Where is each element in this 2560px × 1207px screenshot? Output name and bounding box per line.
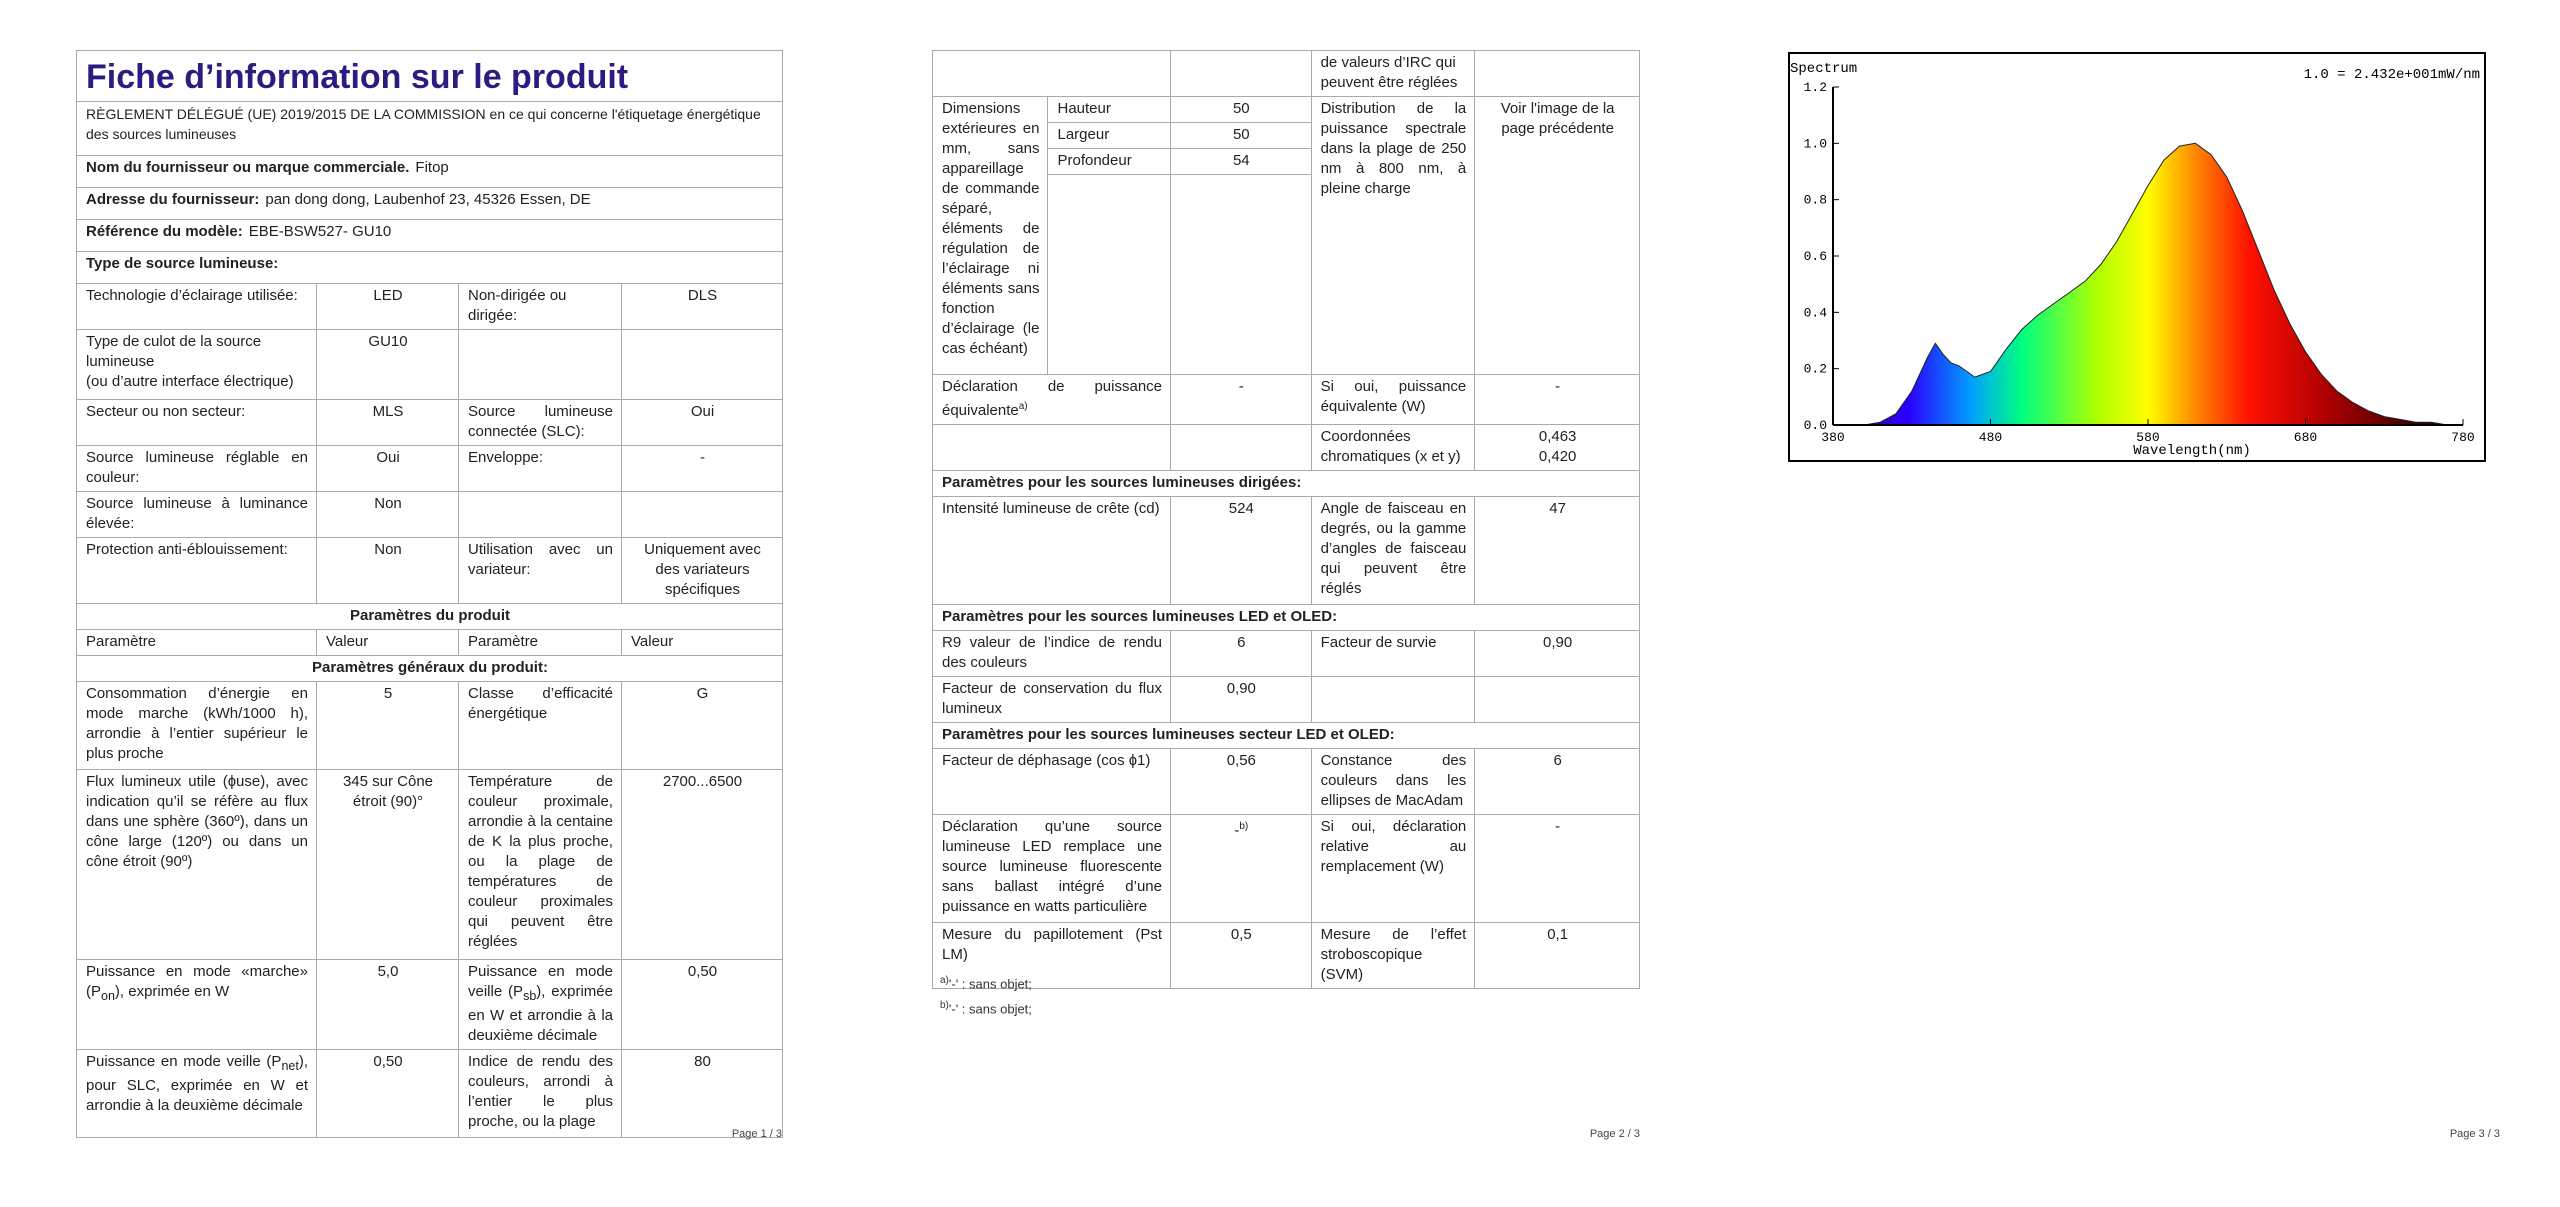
pf-label: Facteur de déphasage (cos ɸ1): [933, 749, 1171, 815]
footnotes: [940, 970, 1032, 1021]
replace-decl-label: Si oui, déclaration relative au remplacement (W): [1311, 815, 1475, 923]
led-header: Paramètres pour les sources lumineuses LED et OLED:: [933, 605, 1640, 631]
text: Puissance en mode veille (P: [468, 963, 613, 1000]
cell-empty: [1311, 677, 1475, 723]
cell-value: 2700...6500: [622, 770, 783, 960]
supplier-value: Fitop: [415, 159, 449, 176]
maint-label: Facteur de conservation du flux lumineux: [933, 677, 1171, 723]
col-header-value: Valeur: [622, 630, 783, 656]
chart-annotation: 1.0 = 2.432e+001mW/nm: [2303, 67, 2480, 83]
cell-label: Consommation d’énergie en mode marche (kWh/1000 h), arrondie à l’entier supérieur le plus proche: [77, 682, 317, 770]
cell-label: [77, 330, 317, 400]
cell-label: [77, 960, 317, 1050]
flicker-value: 0,5: [1171, 923, 1312, 989]
cell-value: Uniquement avec des variateurs spécifiques: [622, 538, 783, 604]
address-row: [77, 188, 783, 220]
cell-label: Source lumineuse connectée (SLC):: [459, 400, 622, 446]
cell-value: 0,50: [317, 1050, 459, 1138]
y-tick-label: 0.4: [1803, 305, 1827, 321]
cell-label: Technologie d’éclairage utilisée:: [77, 284, 317, 330]
cell-value: -: [622, 446, 783, 492]
cell-label: Classe d’efficacité énergétique: [459, 682, 622, 770]
survival-label: Facteur de survie: [1311, 631, 1475, 677]
cell-empty: [622, 330, 783, 400]
cell-value: Oui: [622, 400, 783, 446]
page-number: Page 3 / 3: [2449, 1128, 2500, 1140]
spectral-label: Distribution de la puissance spectrale dans la plage de 250 nm à 800 nm, à pleine charge: [1311, 97, 1475, 375]
footnote-text: '-' : sans objet;: [948, 1001, 1032, 1017]
document-title: Fiche d’information sur le produit: [77, 51, 783, 102]
cell-label: Température de couleur proximale, arrondie à la centaine de K la plus proche, ou la plage de températures de couleur proximales qui peuvent être réglées: [459, 770, 622, 960]
supplier-label: Nom du fournisseur ou marque commerciale.: [86, 159, 410, 176]
y-tick-label: 0.6: [1803, 249, 1827, 264]
width-label: Largeur: [1048, 123, 1171, 149]
footnote-a: [940, 970, 1032, 995]
cell-label: Source lumineuse réglable en couleur:: [77, 446, 317, 492]
cell-label: Enveloppe:: [459, 446, 622, 492]
y-tick-label: 0.8: [1803, 192, 1827, 208]
subscript: net: [281, 1059, 299, 1073]
cell-value: 0,50: [622, 960, 783, 1050]
cell-label: [933, 375, 1171, 425]
spectrum-chart: [1788, 52, 2488, 464]
spectral-value: Voir l'image de la page précédente: [1475, 97, 1640, 375]
cell-value: Non: [317, 492, 459, 538]
chart-title: Spectrum: [1790, 61, 1858, 77]
address-value: pan dong dong, Laubenhof 23, 45326 Essen, DE: [265, 191, 591, 208]
text: Puissance en mode veille (P: [86, 1053, 282, 1070]
equiv-label: Déclaration de puissance équivalente: [942, 378, 1162, 419]
product-info-table-continued: [932, 50, 1640, 992]
model-value: EBE-BSW527- GU10: [248, 223, 392, 240]
r9-label: R9 valeur de l’indice de rendu des couleurs: [933, 631, 1171, 677]
cell-label: Indice de rendu des couleurs, arrondi à l’entier le plus proche, ou la plage: [459, 1050, 622, 1138]
text: -: [1234, 822, 1240, 839]
y-tick-label: 0.2: [1803, 361, 1827, 377]
replace-value: [1171, 815, 1312, 923]
chroma-label: Coordonnées chromatiques (x et y): [1311, 425, 1475, 471]
directed-header: Paramètres pour les sources lumineuses dirigées:: [933, 471, 1640, 497]
text: ), exprimée en W et arrondie à la deuxième décimale: [468, 983, 613, 1044]
general-params-header: Paramètres généraux du produit:: [77, 656, 783, 682]
page-3: [1788, 0, 2500, 1207]
cell-label: Source lumineuse à luminance élevée:: [77, 492, 317, 538]
regulation-text: RÈGLEMENT DÉLÉGUÉ (UE) 2019/2015 DE LA COMMISSION en ce qui concerne l'étiquetage énergétique des sources lumineuses: [77, 102, 783, 156]
model-row: [77, 220, 783, 252]
model-label: Référence du modèle:: [86, 223, 243, 240]
footnote-mark: a): [1018, 401, 1028, 412]
y-tick-label: 1.0: [1803, 136, 1827, 152]
cell-value: Oui: [317, 446, 459, 492]
pf-value: 0,56: [1171, 749, 1312, 815]
macadam-label: Constance des couleurs dans les ellipses de MacAdam: [1311, 749, 1475, 815]
cell-value: GU10: [317, 330, 459, 400]
x-tick-label: 580: [2136, 430, 2160, 445]
maint-value: 0,90: [1171, 677, 1312, 723]
cell-empty: [933, 51, 1171, 97]
y-tick-label: 1.2: [1803, 80, 1827, 95]
cell-empty: [933, 425, 1171, 471]
peak-label: Intensité lumineuse de crête (cd): [933, 497, 1171, 605]
depth-value: 54: [1171, 149, 1312, 175]
footnote-mark: b): [1239, 821, 1249, 832]
strobo-label: Mesure de l’effet stroboscopique (SVM): [1311, 923, 1475, 989]
subscript: sb: [523, 989, 537, 1003]
cell-label: Non-dirigée ou dirigée:: [459, 284, 622, 330]
x-tick-label: 480: [1978, 430, 2003, 445]
cap-type-label: Type de culot de la source lumineuse: [86, 333, 262, 370]
col-header-value: Valeur: [317, 630, 459, 656]
footnote-mark: a): [940, 975, 949, 986]
cell-empty: [1048, 175, 1171, 375]
cell-label: [77, 1050, 317, 1138]
cell-empty: [1475, 51, 1640, 97]
cell-empty: [1171, 425, 1312, 471]
cell-label: Secteur ou non secteur:: [77, 400, 317, 446]
flicker-label: Mesure du papillotement (Pst LM): [933, 923, 1171, 989]
height-label: Hauteur: [1048, 97, 1171, 123]
cell-value: LED: [317, 284, 459, 330]
cell-value: 80: [622, 1050, 783, 1138]
footnote-b: [940, 995, 1032, 1020]
x-tick-label: 380: [1821, 430, 1845, 445]
page-2: [932, 0, 1640, 1207]
x-tick-label: 780: [2451, 430, 2475, 445]
cell-value: 345 sur Cône étroit (90)°: [317, 770, 459, 960]
cell-empty: [1171, 175, 1312, 375]
cap-type-sublabel: (ou d’autre interface électrique): [86, 373, 294, 390]
strobo-value: 0,1: [1475, 923, 1640, 989]
beam-value: 47: [1475, 497, 1640, 605]
text: ), exprimée en W: [114, 983, 230, 1000]
cell-label: de valeurs d’IRC qui peuvent être réglées: [1311, 51, 1475, 97]
cell-empty: [459, 330, 622, 400]
address-label: Adresse du fournisseur:: [86, 191, 260, 208]
cell-empty: [1171, 51, 1312, 97]
replace-label: Déclaration qu’une source lumineuse LED remplace une source lumineuse fluorescente sans ballast intégré d’une puissance en watts particulière: [933, 815, 1171, 923]
y-tick-label: 0.0: [1803, 418, 1827, 433]
subscript: on: [101, 989, 115, 1003]
text: ), pour SLC, exprimée en W et arrondie à la deuxième décimale: [86, 1053, 308, 1114]
cell-label: Protection anti-éblouissement:: [77, 538, 317, 604]
cell-value: 5: [317, 682, 459, 770]
cell-empty: [622, 492, 783, 538]
cell-value: DLS: [622, 284, 783, 330]
col-header-param: Paramètre: [77, 630, 317, 656]
cell-value: MLS: [317, 400, 459, 446]
dimensions-label: Dimensions extérieures en mm, sans appareillage de commande séparé, éléments de régulation de l’éclairage ni éléments sans fonction d’éclairage (le cas échéant): [933, 97, 1048, 375]
cell-empty: [459, 492, 622, 538]
page-number: Page 1 / 3: [731, 1128, 782, 1140]
params-header: Paramètres du produit: [77, 604, 783, 630]
page-1: [76, 0, 782, 1207]
cell-value: G: [622, 682, 783, 770]
cell-value: Non: [317, 538, 459, 604]
r9-value: 6: [1171, 631, 1312, 677]
x-axis-label: Wavelength(nm): [2133, 443, 2251, 459]
cell-value: 5,0: [317, 960, 459, 1050]
chroma-y: 0,420: [1538, 448, 1577, 465]
mains-header: Paramètres pour les sources lumineuses secteur LED et OLED:: [933, 723, 1640, 749]
cell-empty: [1475, 677, 1640, 723]
footnote-mark: b): [940, 1000, 949, 1012]
width-value: 50: [1171, 123, 1312, 149]
x-tick-label: 680: [2293, 430, 2318, 445]
cell-label: [459, 960, 622, 1050]
source-type-header: Type de source lumineuse:: [77, 252, 783, 284]
survival-value: 0,90: [1475, 631, 1640, 677]
cell-label: Flux lumineux utile (ɸuse), avec indication qu’il se réfère au flux dans une sphère (360º), dans un cône large (120º) ou dans un cône étroit (90º): [77, 770, 317, 960]
height-value: 50: [1171, 97, 1312, 123]
col-header-param: Paramètre: [459, 630, 622, 656]
equiv-power-label: Si oui, puissance équivalente (W): [1311, 375, 1475, 425]
cell-label: Utilisation avec un variateur:: [459, 538, 622, 604]
footnote-text: '-' : sans objet;: [948, 976, 1032, 992]
page-number: Page 2 / 3: [1589, 1128, 1640, 1140]
macadam-value: 6: [1475, 749, 1640, 815]
replace-decl-value: -: [1475, 815, 1640, 923]
peak-value: 524: [1171, 497, 1312, 605]
text: Puissance en mode «marche» (P: [86, 963, 308, 1000]
equiv-value: -: [1171, 375, 1312, 425]
beam-label: Angle de faisceau en degrés, ou la gamme d’angles de faisceau qui peuvent être réglés: [1311, 497, 1475, 605]
product-info-table: [76, 50, 783, 1138]
depth-label: Profondeur: [1048, 149, 1171, 175]
chroma-x: 0,463: [1538, 428, 1577, 445]
supplier-row: [77, 156, 783, 188]
chroma-value: [1475, 425, 1640, 471]
equiv-power-value: -: [1475, 375, 1640, 425]
